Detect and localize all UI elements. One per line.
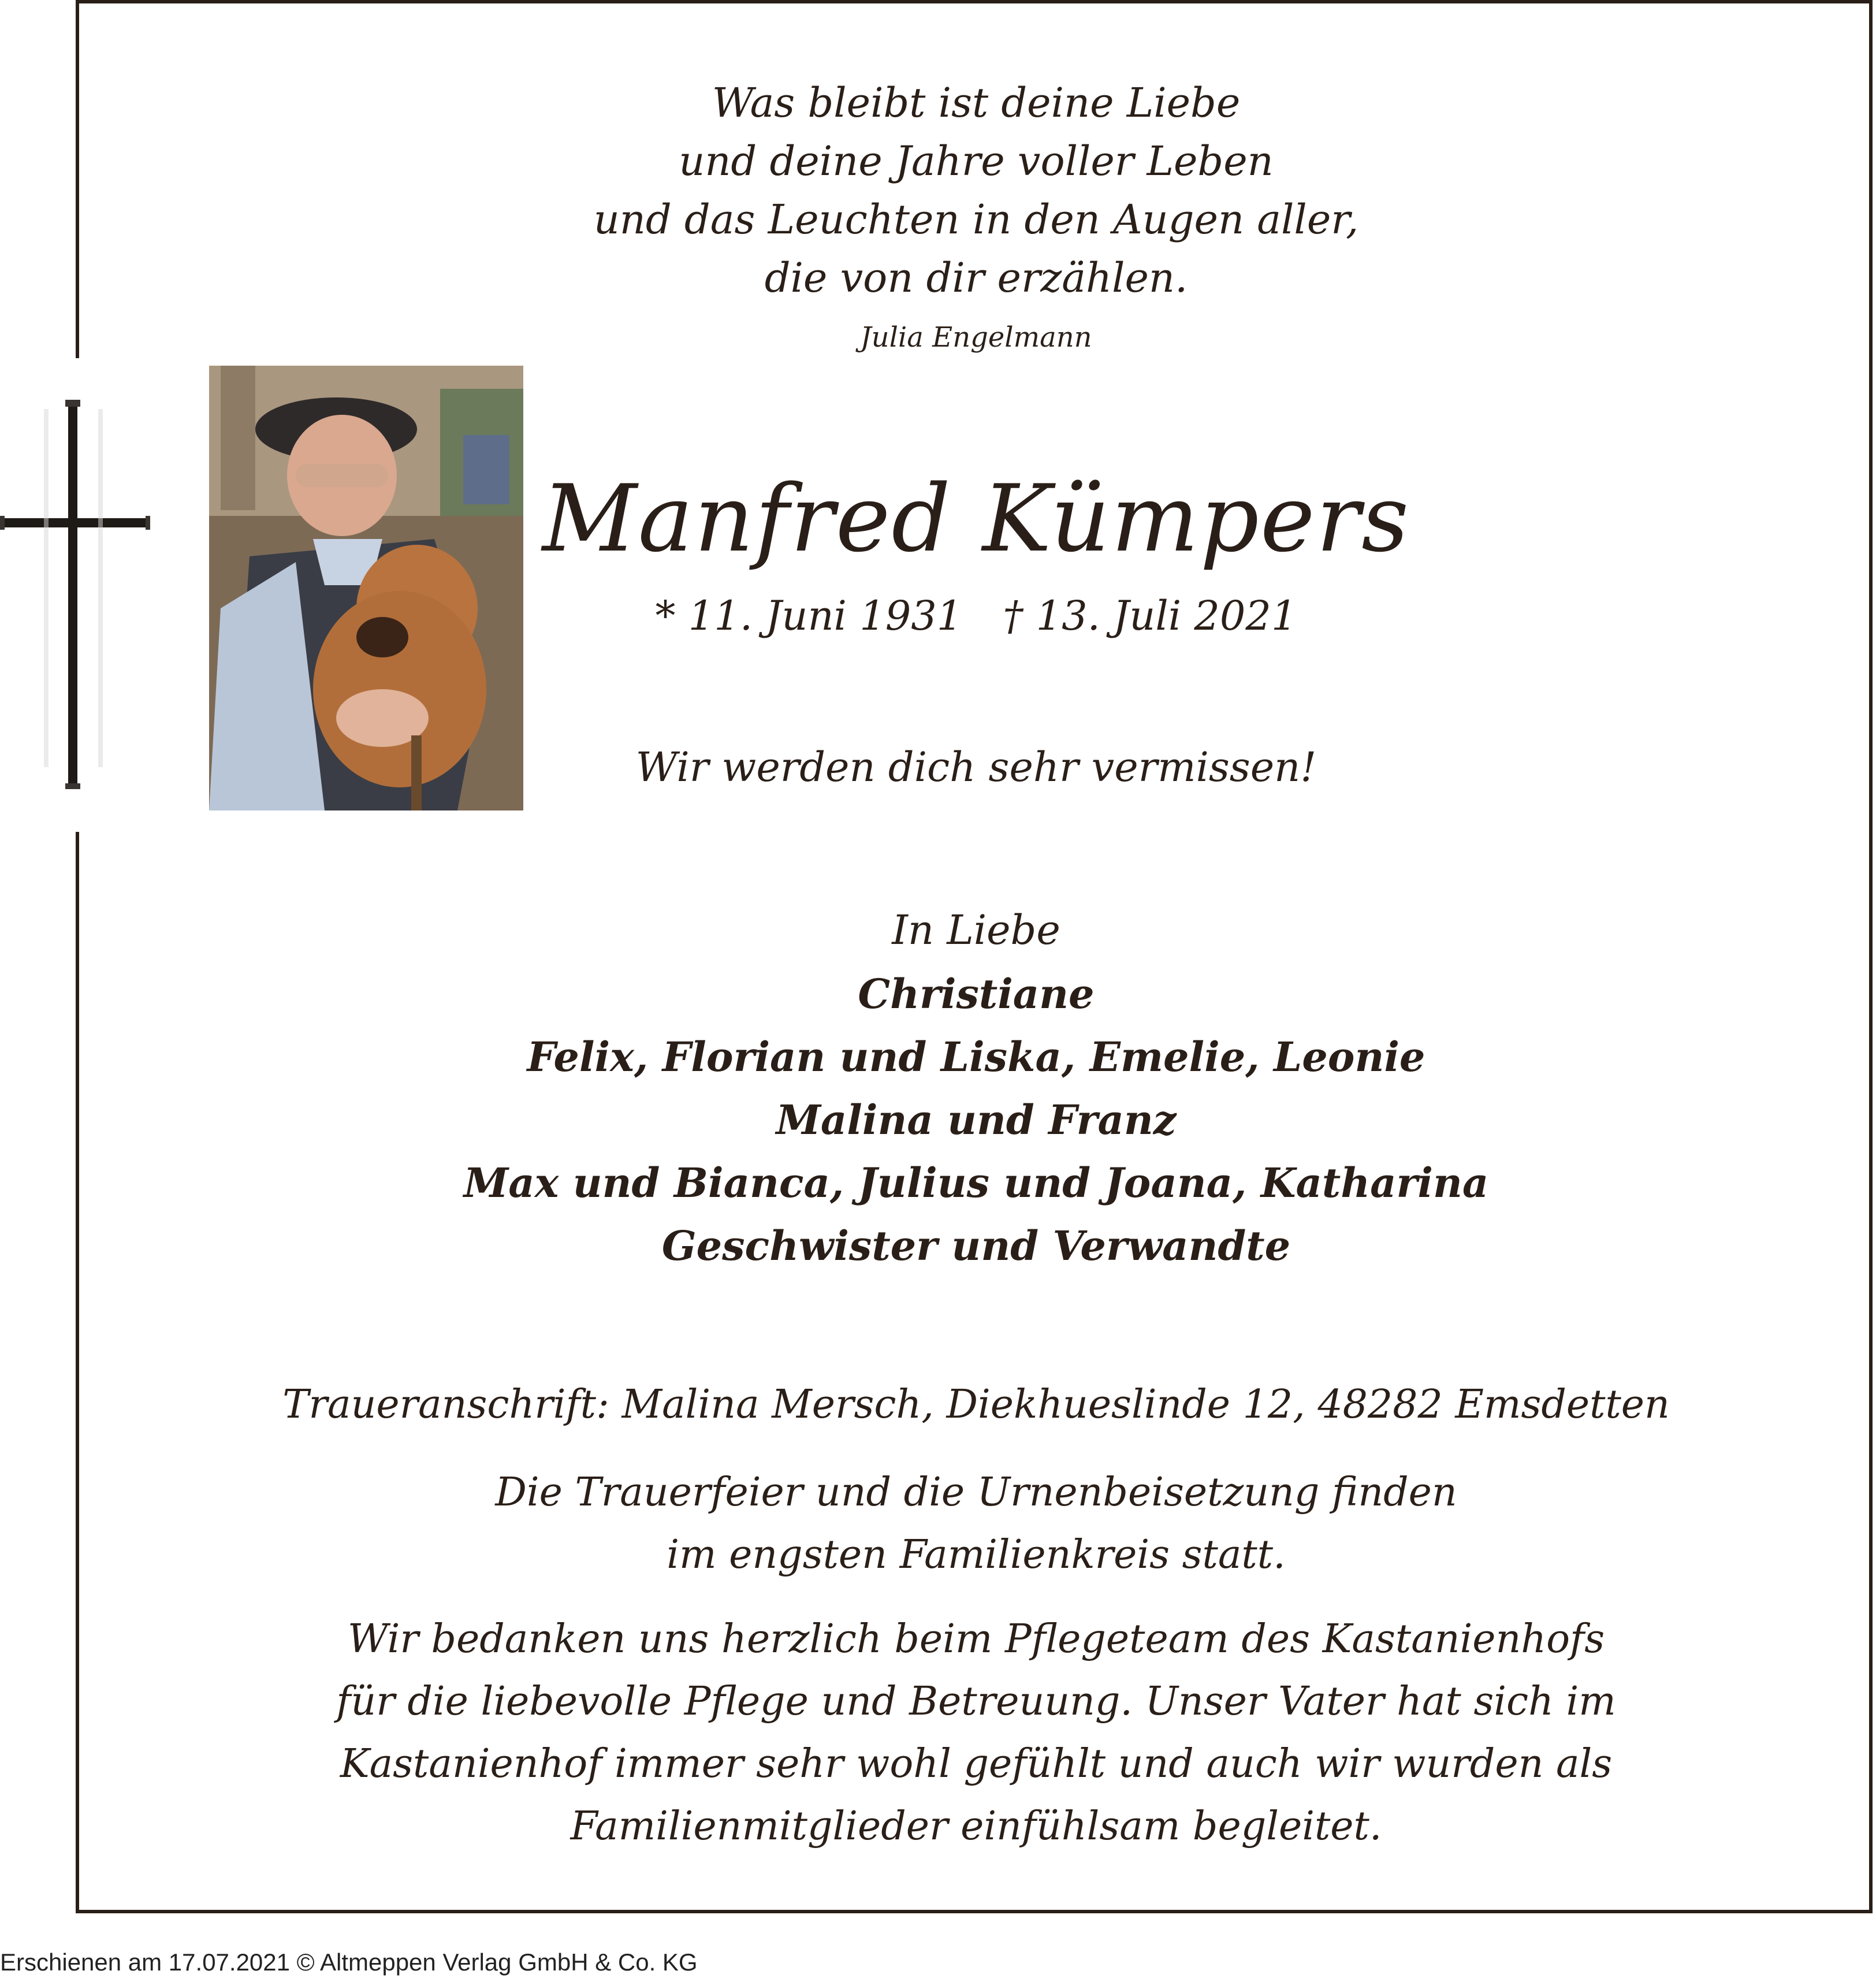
- mourning-address: Traueranschrift: Malina Mersch, Diekhueslinde 12, 48282 Emsdetten: [282, 1382, 1670, 1427]
- birth-date: * 11. Juni 1931: [655, 592, 963, 639]
- poem-line: die von dir erzählen.: [764, 254, 1188, 302]
- thanks-line: Kastanienhof immer sehr wohl gefühlt und auch wir wurden als: [340, 1741, 1613, 1787]
- ceremony-notice: [0, 1462, 1876, 1586]
- mourner-line: Max und Bianca, Julius und Joana, Katharina: [463, 1159, 1489, 1207]
- mourner-line: Felix, Florian und Liska, Emelie, Leonie: [527, 1033, 1425, 1081]
- thanks-line: Familienmitglieder einfühlsam begleitet.: [570, 1804, 1382, 1849]
- mourner-line: Christiane: [858, 970, 1095, 1018]
- thanks-line: für die liebevolle Pflege und Betreuung. Unser Vater hat sich im: [336, 1679, 1616, 1724]
- mourner-line: Malina und Franz: [776, 1096, 1177, 1144]
- ceremony-line: im engsten Familienkreis statt.: [667, 1532, 1286, 1578]
- thanks-line: Wir bedanken uns herzlich beim Pflegeteam des Kastanienhofs: [347, 1616, 1605, 1662]
- deceased-name: Manfred Kümpers: [542, 464, 1410, 572]
- mourners-list: [0, 962, 1876, 1277]
- life-dates: [0, 588, 1876, 644]
- poem-line: und das Leuchten in den Augen aller,: [593, 196, 1359, 243]
- frame-bottom-border: [76, 1910, 1873, 1913]
- thanks-notice: [0, 1608, 1876, 1858]
- ceremony-line: Die Trauerfeier und die Urnenbeisetzung finden: [495, 1470, 1457, 1515]
- publication-footer: Erschienen am 17.07.2021 © Altmeppen Verlag GmbH & Co. KG: [0, 1949, 698, 1976]
- frame-top-border: [76, 0, 1872, 3]
- mourners-intro: In Liebe: [892, 906, 1060, 954]
- death-date: † 13. Juli 2021: [1003, 592, 1297, 639]
- poem-author: Julia Engelmann: [860, 321, 1092, 354]
- poem-line: Was bleibt ist deine Liebe: [712, 79, 1241, 127]
- mourner-line: Geschwister und Verwandte: [661, 1222, 1291, 1270]
- poem-line: und deine Jahre voller Leben: [679, 137, 1274, 185]
- farewell-message: Wir werden dich sehr vermissen!: [635, 743, 1317, 791]
- poem: [0, 74, 1876, 307]
